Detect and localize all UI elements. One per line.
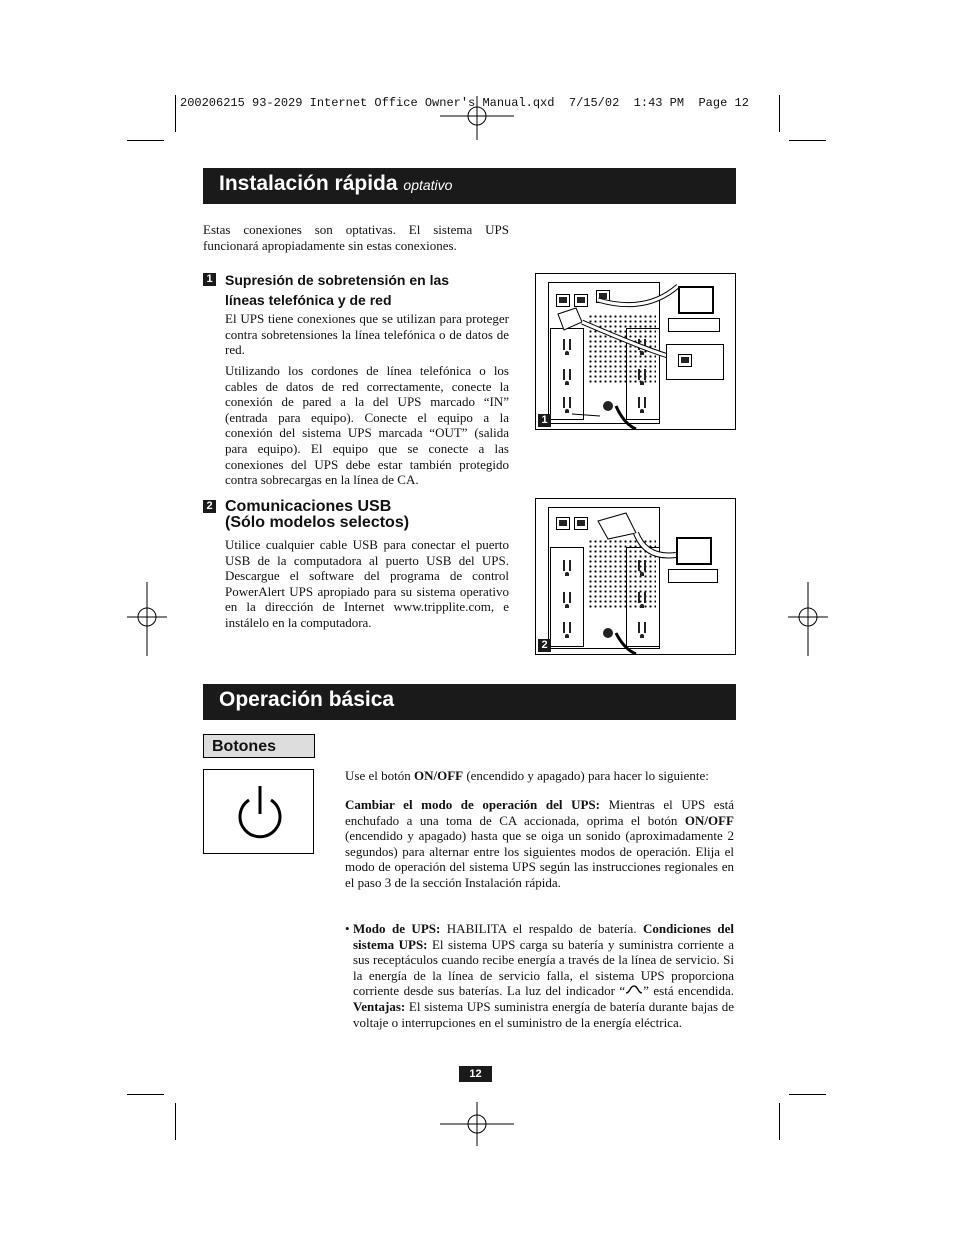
print-header: 200206215 93-2029 Internet Office Owner's Manual.qxd 7/15/02 1:43 PM Page 12 bbox=[180, 96, 749, 110]
wall-jack-panel bbox=[666, 344, 724, 380]
text-span: El sistema UPS suministra energía de batería durante bajas de voltaje o interrupciones en el suministro de la energía eléctrica. bbox=[353, 998, 734, 1030]
text-bold: Condiciones del sistema UPS: bbox=[353, 921, 735, 952]
section-title: Instalación rápida bbox=[219, 172, 398, 195]
crop-mark bbox=[127, 140, 164, 141]
registration-mark-icon bbox=[440, 1102, 514, 1146]
step-number: 1 bbox=[203, 273, 216, 286]
intro-paragraph: Estas conexiones son optativas. El sistema UPS funcionará apropiadamente sin estas conexiones. bbox=[203, 222, 509, 253]
crop-mark bbox=[175, 95, 176, 132]
subheading-buttons: Botones bbox=[203, 734, 315, 758]
step-heading-line: Supresión de sobretensión en las bbox=[225, 272, 450, 288]
registration-mark-icon bbox=[788, 582, 828, 656]
power-button-illustration bbox=[203, 769, 314, 854]
text-span: Mientras el UPS está enchufado a una toma de CA accionada, oprima el botón bbox=[345, 797, 735, 828]
text-span: El sistema UPS carga su batería y suministra corriente a sus receptáculos cuando recibe energía a través de la línea de servicio. Si la energía de la línea de servicio falla, el sistema UPS proporciona corriente desde sus baterías. La luz del indicador “ bbox=[353, 936, 734, 999]
step-heading bbox=[225, 270, 449, 310]
registration-mark-icon bbox=[127, 582, 167, 656]
step-paragraph: El UPS tiene conexiones que se utilizan para proteger contra sobretensiones la línea telefónica o de datos de red. bbox=[225, 311, 509, 358]
text-span: (encendido y apagado) para hacer lo siguiente: bbox=[463, 768, 709, 783]
computer-icon bbox=[668, 569, 718, 583]
wall-jack-icon bbox=[678, 354, 692, 367]
text-span: Use el botón bbox=[345, 768, 414, 783]
section-header-quick-install bbox=[203, 168, 736, 204]
text-span: ” está encendida. bbox=[643, 983, 734, 999]
step-heading-line: (Sólo modelos selectos) bbox=[225, 514, 410, 531]
step-heading-line: Comunicaciones USB bbox=[225, 498, 392, 515]
sine-wave-icon bbox=[625, 984, 643, 996]
text-bold: Modo de UPS: bbox=[353, 921, 441, 936]
section-title: Operación básica bbox=[219, 688, 395, 711]
crop-mark bbox=[175, 1103, 176, 1140]
monitor-icon bbox=[678, 286, 714, 314]
figure-usb-connection bbox=[535, 498, 736, 655]
bullet-mark: • bbox=[345, 921, 350, 936]
text-span: (encendido y apagado) hasta que se oiga un sonido (aproximadamente 2 segundos) para alternar entre los siguientes modos de operación. Elija el modo de operación del sistema UPS según las instrucciones regionales en el paso 3 de la sección Instalación rápida. bbox=[345, 828, 734, 890]
figure-number: 2 bbox=[538, 639, 551, 652]
figure-surge-connection bbox=[535, 273, 736, 430]
step-paragraph: Utilizando los cordones de línea telefónica o los cables de datos de red correctamente, conecte la conexión de pared a la del UPS marcado “IN” (entrada para equipo). Conecte el equipo a la conexión del sistema UPS marcada “OUT” (salida para equipo). El equipo que se conecte a las conexiones del UPS debe estar también protegido contra sobrecargas en la línea de CA. bbox=[225, 363, 509, 488]
text-bold: ON/OFF bbox=[684, 812, 734, 828]
bullet-content bbox=[345, 921, 734, 1030]
power-icon bbox=[234, 782, 286, 842]
step-heading-line: líneas telefónica y de red bbox=[225, 292, 392, 308]
page-number: 12 bbox=[459, 1066, 492, 1082]
step-number: 2 bbox=[203, 500, 216, 513]
computer-icon bbox=[668, 318, 720, 332]
figure-number: 1 bbox=[538, 414, 551, 427]
crop-mark bbox=[127, 1094, 164, 1095]
crop-mark bbox=[789, 1094, 826, 1095]
section-subtitle: optativo bbox=[403, 177, 453, 193]
text-span: HABILITA el respaldo de batería. bbox=[440, 921, 644, 936]
crop-mark bbox=[789, 140, 826, 141]
text-bold: Ventajas: bbox=[353, 998, 406, 1014]
step-paragraph: Utilice cualquier cable USB para conectar el puerto USB de la computadora al puerto USB del UPS. Descargue el software del programa de control PowerAlert UPS apropiado para su sistema operativo en la dirección de Internet www.tripplite.com, e instálelo en la computadora. bbox=[225, 537, 509, 630]
monitor-icon bbox=[676, 537, 712, 565]
section-header-basic-operation bbox=[203, 684, 736, 720]
text-bold: ON/OFF bbox=[413, 768, 464, 783]
usage-intro bbox=[345, 768, 735, 784]
crop-mark bbox=[779, 95, 780, 132]
text-bold: Cambiar el modo de operación del UPS: bbox=[345, 797, 600, 812]
change-mode-paragraph bbox=[345, 797, 734, 891]
ups-mode-bullet bbox=[345, 921, 734, 1030]
crop-mark bbox=[779, 1103, 780, 1140]
step-heading bbox=[225, 499, 409, 531]
